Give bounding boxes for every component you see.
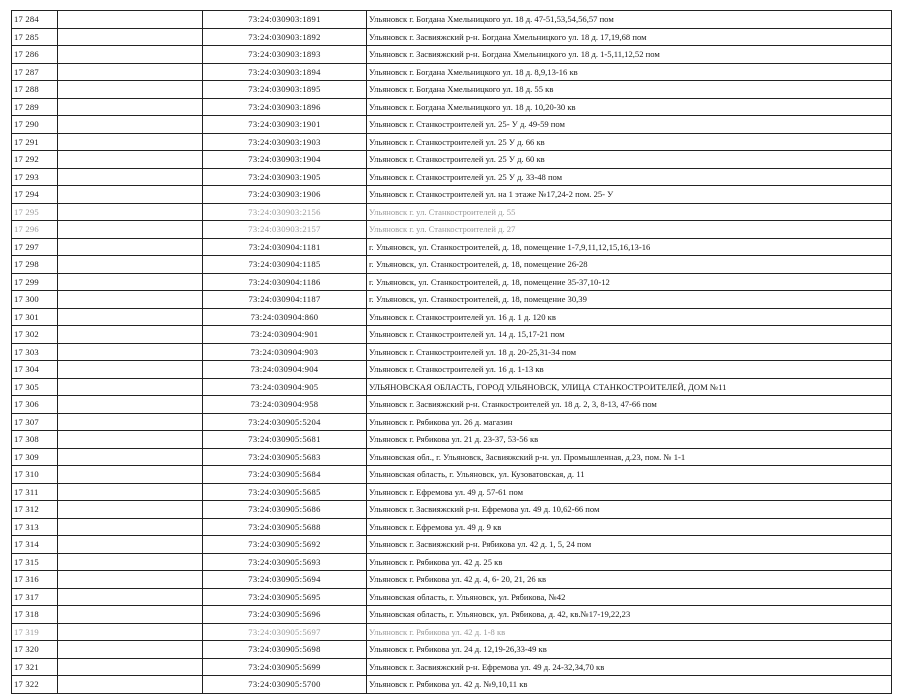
row-number: 17 299 bbox=[12, 273, 58, 291]
table-row bbox=[12, 326, 892, 344]
cadastral-number: 73:24:030903:1894 bbox=[203, 63, 367, 81]
address: Ульяновск г. Богдана Хмельницкого ул. 18 д. 8,9,13-16 кв bbox=[367, 63, 892, 81]
empty-cell bbox=[58, 343, 203, 361]
empty-cell bbox=[58, 46, 203, 64]
row-number: 17 290 bbox=[12, 116, 58, 134]
address: Ульяновск г. Станкостроителей ул. 14 д. 15,17-21 пом bbox=[367, 326, 892, 344]
row-number: 17 312 bbox=[12, 501, 58, 519]
table-row bbox=[12, 413, 892, 431]
address: Ульяновская область, г. Ульяновск, ул. Рябикова, №42 bbox=[367, 588, 892, 606]
row-number: 17 291 bbox=[12, 133, 58, 151]
cadastral-number: 73:24:030903:1892 bbox=[203, 28, 367, 46]
table-row bbox=[12, 28, 892, 46]
table-row bbox=[12, 46, 892, 64]
cadastral-number: 73:24:030904:901 bbox=[203, 326, 367, 344]
row-number: 17 321 bbox=[12, 658, 58, 676]
cadastral-number: 73:24:030905:5693 bbox=[203, 553, 367, 571]
cadastral-number: 73:24:030905:5698 bbox=[203, 641, 367, 659]
address: Ульяновск г. Ефремова ул. 49 д. 9 кв bbox=[367, 518, 892, 536]
cadastral-number: 73:24:030905:5696 bbox=[203, 606, 367, 624]
row-number: 17 286 bbox=[12, 46, 58, 64]
row-number: 17 320 bbox=[12, 641, 58, 659]
empty-cell bbox=[58, 221, 203, 239]
empty-cell bbox=[58, 448, 203, 466]
cadastral-number: 73:24:030904:1185 bbox=[203, 256, 367, 274]
cadastral-number: 73:24:030904:1181 bbox=[203, 238, 367, 256]
row-number: 17 295 bbox=[12, 203, 58, 221]
address: Ульяновск г. Засвияжский р-н. Богдана Хмельницкого ул. 18 д. 1-5,11,12,52 пом bbox=[367, 46, 892, 64]
cadastral-number: 73:24:030904:903 bbox=[203, 343, 367, 361]
row-number: 17 316 bbox=[12, 571, 58, 589]
empty-cell bbox=[58, 186, 203, 204]
row-number: 17 284 bbox=[12, 11, 58, 29]
cadastral-number: 73:24:030904:958 bbox=[203, 396, 367, 414]
table-row bbox=[12, 588, 892, 606]
row-number: 17 302 bbox=[12, 326, 58, 344]
address: Ульяновск г. Станкостроителей ул. 25 У д. 66 кв bbox=[367, 133, 892, 151]
row-number: 17 301 bbox=[12, 308, 58, 326]
cadastral-number: 73:24:030905:5694 bbox=[203, 571, 367, 589]
address: Ульяновская область, г. Ульяновск, ул. Кузоватовская, д. 11 bbox=[367, 466, 892, 484]
empty-cell bbox=[58, 256, 203, 274]
row-number: 17 311 bbox=[12, 483, 58, 501]
address: Ульяновск г. Засвияжский р-н. Богдана Хмельницкого ул. 18 д. 17,19,68 пом bbox=[367, 28, 892, 46]
cadastral-number: 73:24:030905:5695 bbox=[203, 588, 367, 606]
address: Ульяновск г. ул. Станкостроителей д. 55 bbox=[367, 203, 892, 221]
table-row bbox=[12, 483, 892, 501]
cadastral-number: 73:24:030903:1903 bbox=[203, 133, 367, 151]
cadastral-number: 73:24:030903:1905 bbox=[203, 168, 367, 186]
empty-cell bbox=[58, 658, 203, 676]
address: Ульяновск г. Станкостроителей ул. 16 д. 1 д. 120 кв bbox=[367, 308, 892, 326]
address: Ульяновск г. Засвияжский р-н. Ефремова ул. 49 д. 24-32,34,70 кв bbox=[367, 658, 892, 676]
empty-cell bbox=[58, 11, 203, 29]
row-number: 17 305 bbox=[12, 378, 58, 396]
row-number: 17 304 bbox=[12, 361, 58, 379]
cadastral-number: 73:24:030905:5692 bbox=[203, 536, 367, 554]
cadastral-number: 73:24:030904:904 bbox=[203, 361, 367, 379]
empty-cell bbox=[58, 378, 203, 396]
row-number: 17 319 bbox=[12, 623, 58, 641]
address: г. Ульяновск, ул. Станкостроителей, д. 18, помещение 30,39 bbox=[367, 291, 892, 309]
address: Ульяновск г. Рябикова ул. 26 д. магазин bbox=[367, 413, 892, 431]
table-row bbox=[12, 553, 892, 571]
empty-cell bbox=[58, 151, 203, 169]
cadastral-number: 73:24:030903:1891 bbox=[203, 11, 367, 29]
address: Ульяновск г. Рябикова ул. 42 д. №9,10,11 кв bbox=[367, 676, 892, 694]
address: Ульяновск г. Засвияжский р-н. Рябикова ул. 42 д. 1, 5, 24 пом bbox=[367, 536, 892, 554]
row-number: 17 297 bbox=[12, 238, 58, 256]
empty-cell bbox=[58, 291, 203, 309]
table-row bbox=[12, 641, 892, 659]
cadastral-number: 73:24:030905:5685 bbox=[203, 483, 367, 501]
address: Ульяновск г. Рябикова ул. 42 д. 1-8 кв bbox=[367, 623, 892, 641]
row-number: 17 289 bbox=[12, 98, 58, 116]
empty-cell bbox=[58, 308, 203, 326]
table-row bbox=[12, 466, 892, 484]
row-number: 17 309 bbox=[12, 448, 58, 466]
table-row bbox=[12, 11, 892, 29]
empty-cell bbox=[58, 168, 203, 186]
address: Ульяновск г. Рябикова ул. 21 д. 23-37, 53-56 кв bbox=[367, 431, 892, 449]
row-number: 17 315 bbox=[12, 553, 58, 571]
empty-cell bbox=[58, 588, 203, 606]
table-row bbox=[12, 658, 892, 676]
address: Ульяновск г. Станкостроителей ул. 25 У д. 33-48 пом bbox=[367, 168, 892, 186]
empty-cell bbox=[58, 81, 203, 99]
address: Ульяновск г. Засвияжский р-н. Станкостроителей ул. 18 д. 2, 3, 8-13, 47-66 пом bbox=[367, 396, 892, 414]
empty-cell bbox=[58, 98, 203, 116]
row-number: 17 322 bbox=[12, 676, 58, 694]
address: г. Ульяновск, ул. Станкостроителей, д. 18, помещение 1-7,9,11,12,15,16,13-16 bbox=[367, 238, 892, 256]
table-row bbox=[12, 308, 892, 326]
address: Ульяновск г. Богдана Хмельницкого ул. 18 д. 47-51,53,54,56,57 пом bbox=[367, 11, 892, 29]
table-row bbox=[12, 273, 892, 291]
row-number: 17 300 bbox=[12, 291, 58, 309]
table-row bbox=[12, 256, 892, 274]
empty-cell bbox=[58, 238, 203, 256]
address: Ульяновск г. Рябикова ул. 42 д. 25 кв bbox=[367, 553, 892, 571]
cadastral-number: 73:24:030903:1904 bbox=[203, 151, 367, 169]
table-row bbox=[12, 448, 892, 466]
empty-cell bbox=[58, 63, 203, 81]
table-row bbox=[12, 343, 892, 361]
empty-cell bbox=[58, 623, 203, 641]
row-number: 17 292 bbox=[12, 151, 58, 169]
empty-cell bbox=[58, 466, 203, 484]
cadastral-number: 73:24:030903:2157 bbox=[203, 221, 367, 239]
row-number: 17 317 bbox=[12, 588, 58, 606]
address: Ульяновск г. Станкостроителей ул. на 1 этаже №17,24-2 пом. 25- У bbox=[367, 186, 892, 204]
empty-cell bbox=[58, 676, 203, 694]
address: Ульяновск г. Богдана Хмельницкого ул. 18 д. 55 кв bbox=[367, 81, 892, 99]
table-row bbox=[12, 571, 892, 589]
empty-cell bbox=[58, 28, 203, 46]
row-number: 17 318 bbox=[12, 606, 58, 624]
cadastral-number: 73:24:030903:1901 bbox=[203, 116, 367, 134]
row-number: 17 303 bbox=[12, 343, 58, 361]
row-number: 17 313 bbox=[12, 518, 58, 536]
empty-cell bbox=[58, 396, 203, 414]
cadastral-number: 73:24:030904:1187 bbox=[203, 291, 367, 309]
empty-cell bbox=[58, 273, 203, 291]
row-number: 17 285 bbox=[12, 28, 58, 46]
address: Ульяновская область, г. Ульяновск, ул. Рябикова, д. 42, кв.№17-19,22,23 bbox=[367, 606, 892, 624]
address: Ульяновская обл., г. Ульяновск, Засвияжский р-н. ул. Промышленная, д.23, пом. № 1-1 bbox=[367, 448, 892, 466]
cadastral-number: 73:24:030905:5700 bbox=[203, 676, 367, 694]
address: УЛЬЯНОВСКАЯ ОБЛАСТЬ, ГОРОД УЛЬЯНОВСК, УЛИЦА СТАНКОСТРОИТЕЛЕЙ, ДОМ №11 bbox=[367, 378, 892, 396]
empty-cell bbox=[58, 606, 203, 624]
table-row bbox=[12, 203, 892, 221]
table-row bbox=[12, 238, 892, 256]
cadastral-number: 73:24:030905:5683 bbox=[203, 448, 367, 466]
table-row bbox=[12, 623, 892, 641]
table-row bbox=[12, 536, 892, 554]
address: Ульяновск г. Богдана Хмельницкого ул. 18 д. 10,20-30 кв bbox=[367, 98, 892, 116]
table-row bbox=[12, 361, 892, 379]
table-row bbox=[12, 98, 892, 116]
row-number: 17 306 bbox=[12, 396, 58, 414]
empty-cell bbox=[58, 501, 203, 519]
registry-table-body bbox=[12, 11, 892, 694]
cadastral-number: 73:24:030903:1895 bbox=[203, 81, 367, 99]
table-row bbox=[12, 151, 892, 169]
table-row bbox=[12, 501, 892, 519]
row-number: 17 293 bbox=[12, 168, 58, 186]
empty-cell bbox=[58, 413, 203, 431]
cadastral-number: 73:24:030903:1896 bbox=[203, 98, 367, 116]
address: Ульяновск г. Станкостроителей ул. 25- У д. 49-59 пом bbox=[367, 116, 892, 134]
table-row bbox=[12, 133, 892, 151]
table-row bbox=[12, 168, 892, 186]
cadastral-number: 73:24:030905:5686 bbox=[203, 501, 367, 519]
table-row bbox=[12, 396, 892, 414]
row-number: 17 310 bbox=[12, 466, 58, 484]
cadastral-number: 73:24:030905:5699 bbox=[203, 658, 367, 676]
cadastral-number: 73:24:030905:5688 bbox=[203, 518, 367, 536]
cadastral-number: 73:24:030905:5681 bbox=[203, 431, 367, 449]
row-number: 17 296 bbox=[12, 221, 58, 239]
address: г. Ульяновск, ул. Станкостроителей, д. 18, помещение 35-37,10-12 bbox=[367, 273, 892, 291]
row-number: 17 308 bbox=[12, 431, 58, 449]
cadastral-number: 73:24:030903:1893 bbox=[203, 46, 367, 64]
empty-cell bbox=[58, 483, 203, 501]
cadastral-number: 73:24:030904:1186 bbox=[203, 273, 367, 291]
row-number: 17 294 bbox=[12, 186, 58, 204]
empty-cell bbox=[58, 553, 203, 571]
row-number: 17 298 bbox=[12, 256, 58, 274]
table-row bbox=[12, 606, 892, 624]
address: Ульяновск г. Станкостроителей ул. 25 У д. 60 кв bbox=[367, 151, 892, 169]
cadastral-number: 73:24:030903:2156 bbox=[203, 203, 367, 221]
address: г. Ульяновск, ул. Станкостроителей, д. 18, помещение 26-28 bbox=[367, 256, 892, 274]
address: Ульяновск г. Станкостроителей ул. 16 д. 1-13 кв bbox=[367, 361, 892, 379]
cadastral-number: 73:24:030904:860 bbox=[203, 308, 367, 326]
empty-cell bbox=[58, 116, 203, 134]
table-row bbox=[12, 186, 892, 204]
empty-cell bbox=[58, 361, 203, 379]
cadastral-number: 73:24:030903:1906 bbox=[203, 186, 367, 204]
cadastral-number: 73:24:030904:905 bbox=[203, 378, 367, 396]
row-number: 17 314 bbox=[12, 536, 58, 554]
empty-cell bbox=[58, 641, 203, 659]
cadastral-number: 73:24:030905:5684 bbox=[203, 466, 367, 484]
empty-cell bbox=[58, 431, 203, 449]
table-row bbox=[12, 676, 892, 694]
table-row bbox=[12, 431, 892, 449]
empty-cell bbox=[58, 203, 203, 221]
address: Ульяновск г. ул. Станкостроителей д. 27 bbox=[367, 221, 892, 239]
empty-cell bbox=[58, 536, 203, 554]
address: Ульяновск г. Станкостроителей ул. 18 д. 20-25,31-34 пом bbox=[367, 343, 892, 361]
empty-cell bbox=[58, 133, 203, 151]
empty-cell bbox=[58, 326, 203, 344]
registry-table bbox=[11, 10, 892, 694]
address: Ульяновск г. Рябикова ул. 24 д. 12,19-26,33-49 кв bbox=[367, 641, 892, 659]
empty-cell bbox=[58, 518, 203, 536]
table-row bbox=[12, 291, 892, 309]
row-number: 17 307 bbox=[12, 413, 58, 431]
cadastral-number: 73:24:030905:5204 bbox=[203, 413, 367, 431]
empty-cell bbox=[58, 571, 203, 589]
table-row bbox=[12, 63, 892, 81]
row-number: 17 287 bbox=[12, 63, 58, 81]
table-row bbox=[12, 378, 892, 396]
address: Ульяновск г. Засвияжский р-н. Ефремова ул. 49 д. 10,62-66 пом bbox=[367, 501, 892, 519]
row-number: 17 288 bbox=[12, 81, 58, 99]
table-row bbox=[12, 116, 892, 134]
cadastral-number: 73:24:030905:5697 bbox=[203, 623, 367, 641]
address: Ульяновск г. Рябикова ул. 42 д. 4, 6- 20, 21, 26 кв bbox=[367, 571, 892, 589]
table-row bbox=[12, 518, 892, 536]
table-row bbox=[12, 221, 892, 239]
document-page bbox=[11, 10, 891, 690]
table-row bbox=[12, 81, 892, 99]
address: Ульяновск г. Ефремова ул. 49 д. 57-61 пом bbox=[367, 483, 892, 501]
